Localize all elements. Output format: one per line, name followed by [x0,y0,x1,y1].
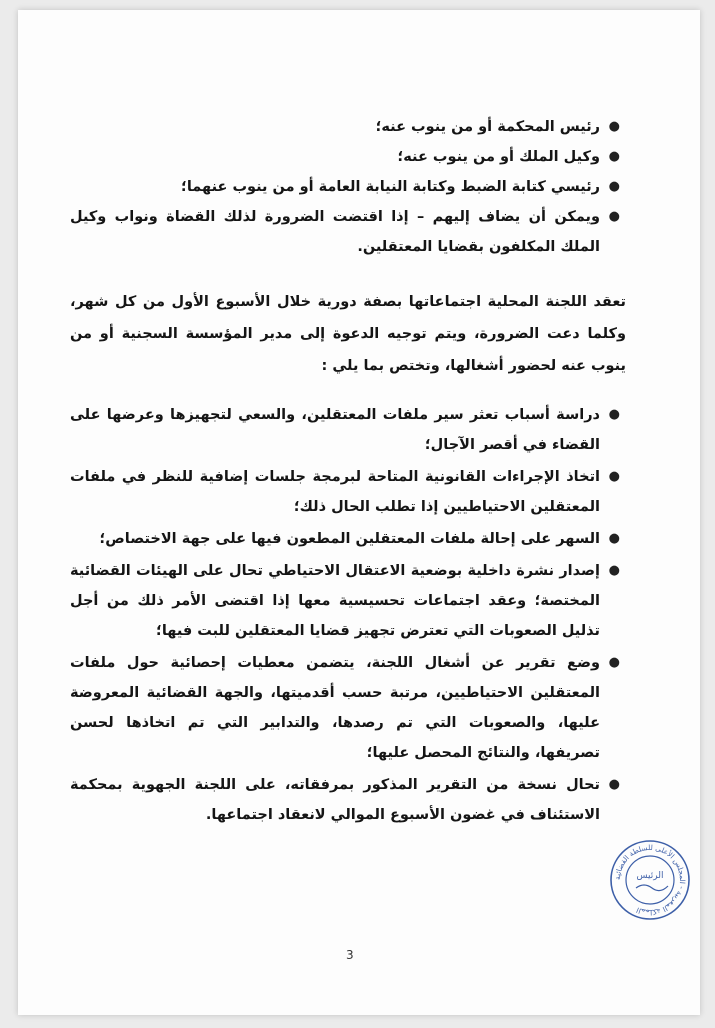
official-seal-icon [608,838,692,922]
members-list [70,112,626,262]
seal-inner-text: الرئيس [636,871,664,881]
list-item: ● إصدار نشرة داخلية بوضعية الاعتقال الاحتياطي تحال على الهيئات القضائية المختصة؛ وعقد اجتماعات تحسيسية معها إذا اقتضى الأمر ذلك من أجل تذليل الصعوبات التي تعترض تجهيز قضايا المعتقلين للبت فيها؛ [70,556,626,646]
list-item: ● دراسة أسباب تعثر سير ملفات المعتقلين، والسعي لتجهيزها وعرضها على القضاء في أقصر الآجال؛ [70,400,626,460]
list-item: ● تحال نسخة من التقرير المذكور بمرفقاته، على اللجنة الجهوية بمحكمة الاستئناف في غضون الأسبوع الموالي لانعقاد اجتماعها. [70,770,626,830]
seal-signature-stroke [636,885,668,891]
list-item: ● اتخاذ الإجراءات القانونية المتاحة لبرمجة جلسات إضافية للنظر في ملفات المعتقلين الاحتياطيين إذا تطلب الحال ذلك؛ [70,462,626,522]
bullet-icon: ● [608,119,620,134]
bullet-icon: ● [608,469,620,484]
bullet-icon: ● [608,531,620,546]
list-item: ● وضع تقرير عن أشغال اللجنة، يتضمن معطيات إحصائية حول ملفات المعتقلين الاحتياطيين، مرتبة حسب أقدميتها، والجهة القضائية المعروضة عليها، والصعوبات التي تم رصدها، والتدابير التي تم اتخاذها لحسن تصريفها، والنتائج المحصل عليها؛ [70,648,626,768]
list-item: ● رئيسي كتابة الضبط وكتابة النيابة العامة أو من ينوب عنهما؛ [70,172,626,202]
page-number: 3 [346,948,354,962]
document-page [18,10,700,1015]
bullet-icon: ● [608,777,620,792]
bullet-icon: ● [608,655,620,670]
bullet-icon: ● [608,563,620,578]
bullet-icon: ● [608,407,620,422]
list-item: ● السهر على إحالة ملفات المعتقلين المطعون فيها على جهة الاختصاص؛ [70,524,626,554]
document-body [70,112,626,832]
list-item: ● وكيل الملك أو من ينوب عنه؛ [70,142,626,172]
list-item: ● ويمكن أن يضاف إليهم – إذا اقتضت الضرورة لذلك القضاة ونواب وكيل الملك المكلفون بقضايا المعتقلين. [70,202,626,262]
tasks-list [70,400,626,830]
bullet-icon: ● [608,149,620,164]
seal-outer-text: المملكة المغربية - المجلس الأعلى للسلطة القضائية [612,842,688,918]
list-item: ● رئيس المحكمة أو من ينوب عنه؛ [70,112,626,142]
bullet-icon: ● [608,209,620,224]
body-paragraph: تعقد اللجنة المحلية اجتماعاتها بصفة دورية خلال الأسبوع الأول من كل شهر، وكلما دعت الضرورة، ويتم توجيه الدعوة إلى مدير المؤسسة السجنية أو من ينوب عنه لحضور أشغالها، وتختص بما يلي : [70,294,626,374]
bullet-icon: ● [608,179,620,194]
